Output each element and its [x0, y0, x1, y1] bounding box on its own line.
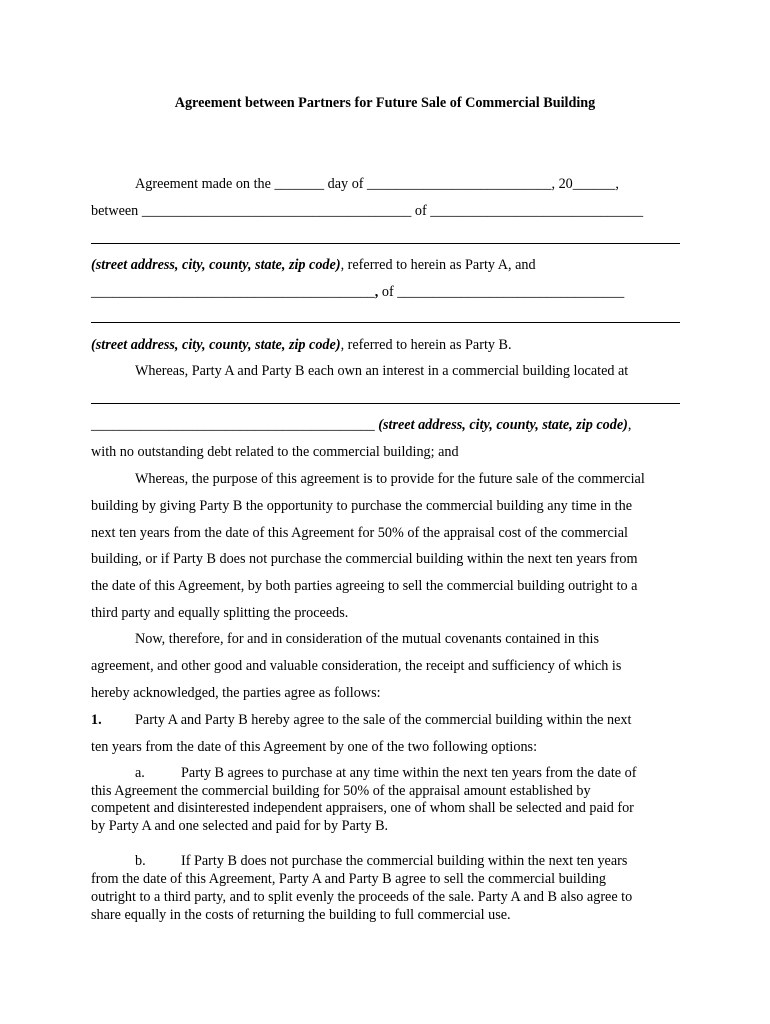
- now-therefore-line: hereby acknowledged, the parties agree as follows:: [91, 685, 381, 701]
- option-b-line: share equally in the costs of returning the building to full commercial use.: [91, 907, 511, 923]
- option-b-line: outright to a third party, and to split evenly the proceeds of the sale. Party A and B also agree to: [91, 889, 633, 905]
- building-address-label: (street address, city, county, state, zip code): [378, 417, 628, 433]
- party-b-line: [91, 336, 512, 354]
- now-therefore-line: agreement, and other good and valuable consideration, the receipt and sufficiency of which is: [91, 658, 622, 674]
- whereas-2-line: the date of this Agreement, by both parties agreeing to sell the commercial building outright to a: [91, 578, 638, 594]
- party-b-of-blank: of ________________________________: [378, 284, 625, 300]
- whereas-1-line-1: Whereas, Party A and Party B each own an interest in a commercial building located at: [135, 363, 629, 379]
- building-address-blank: ________________________________________: [91, 417, 379, 433]
- preamble-line-2: between ______________________________________ of ______________________________: [91, 203, 644, 219]
- option-b-line: from the date of this Agreement, Party A and Party B agree to sell the commercial building: [91, 871, 606, 887]
- party-b-name-line: [91, 283, 624, 301]
- party-a-reference: , referred to herein as Party A, and: [340, 257, 536, 273]
- party-b-address-label: (street address, city, county, state, zip code): [91, 337, 341, 353]
- preamble-line-1: Agreement made on the _______ day of __________________________, 20______,: [135, 176, 619, 192]
- section-1-number: 1.: [91, 712, 102, 728]
- blank-rule-3: [91, 403, 680, 404]
- whereas-2-line: building by giving Party B the opportunity to purchase the commercial building any time in the: [91, 498, 633, 514]
- party-a-line: [91, 256, 536, 274]
- document-title: Agreement between Partners for Future Sale of Commercial Building: [174, 95, 596, 111]
- party-b-name-blank: ________________________________________: [91, 284, 375, 300]
- party-a-address-label: (street address, city, county, state, zip code): [91, 257, 341, 273]
- whereas-1-line-4: with no outstanding debt related to the commercial building; and: [91, 444, 459, 460]
- whereas-1-address-line: [91, 416, 631, 434]
- party-b-comma: ,: [374, 284, 379, 300]
- section-1-line: ten years from the date of this Agreement by one of the two following options:: [91, 739, 538, 755]
- building-address-comma: ,: [627, 417, 632, 433]
- whereas-2-line: building, or if Party B does not purchase the commercial building within the next ten years from: [91, 551, 638, 567]
- whereas-2-line: Whereas, the purpose of this agreement is to provide for the future sale of the commercial: [135, 471, 645, 487]
- section-1-line: Party A and Party B hereby agree to the sale of the commercial building within the next: [135, 712, 632, 728]
- whereas-2-line: third party and equally splitting the proceeds.: [91, 605, 349, 621]
- whereas-2-line: next ten years from the date of this Agreement for 50% of the appraisal cost of the commercial: [91, 525, 628, 541]
- option-a-line: by Party A and one selected and paid for by Party B.: [91, 818, 389, 834]
- option-a-line: Party B agrees to purchase at any time within the next ten years from the date of: [181, 765, 637, 781]
- option-b-marker: b.: [135, 853, 146, 869]
- option-a-marker: a.: [135, 765, 145, 781]
- option-a-line: competent and disinterested independent appraisers, one of whom shall be selected and paid for: [91, 800, 634, 816]
- now-therefore-line: Now, therefore, for and in consideration of the mutual covenants contained in this: [135, 631, 599, 647]
- party-b-reference: , referred to herein as Party B.: [340, 337, 512, 353]
- option-b-line: If Party B does not purchase the commercial building within the next ten years: [181, 853, 628, 869]
- blank-rule-2: [91, 322, 680, 323]
- option-a-line: this Agreement the commercial building for 50% of the appraisal amount established by: [91, 783, 591, 799]
- blank-rule-1: [91, 243, 680, 244]
